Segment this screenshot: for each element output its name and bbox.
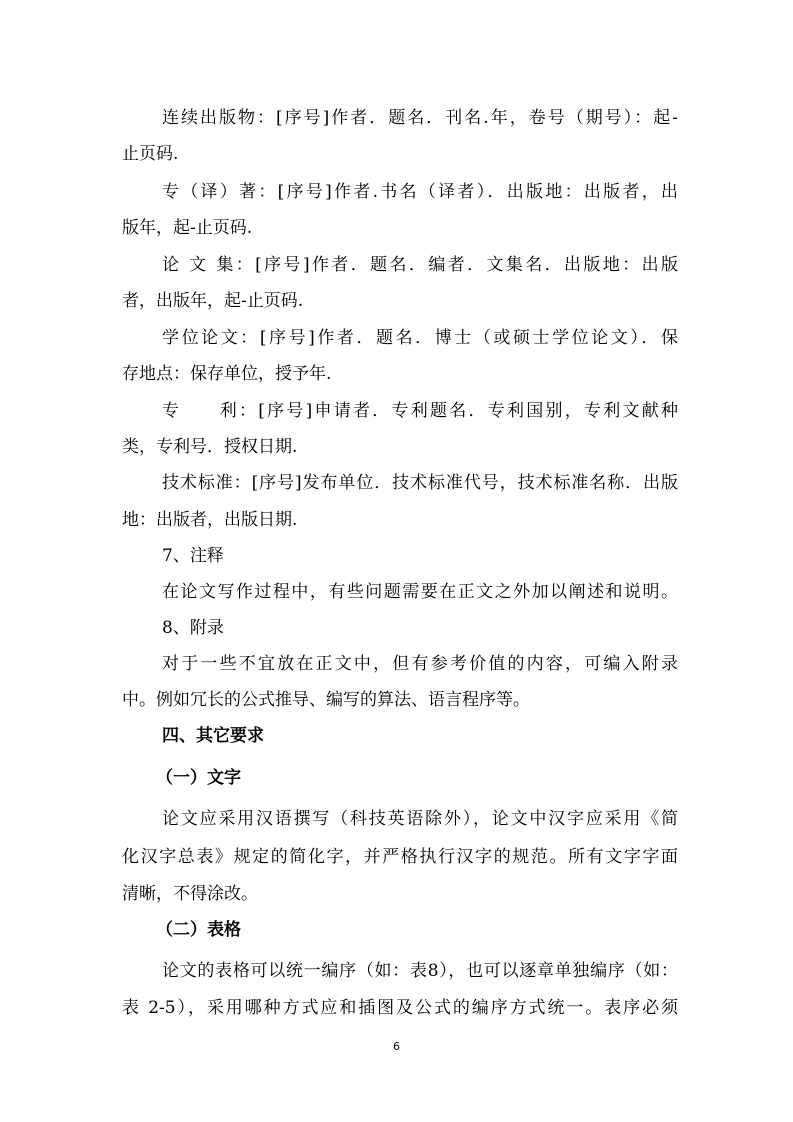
text-line-thesis: 学位论文：[序号]作者．题名．博士（或硕士学位论文）．保 — [162, 328, 678, 348]
paragraph-tables: 论文的表格可以统一编序（如：表8），也可以逐章单独编序（如： — [162, 961, 678, 981]
text-line-patent: 专 利：[序号]申请者．专利题名．专利国别，专利文献种 — [162, 401, 678, 421]
page-number: 6 — [393, 1040, 400, 1053]
text-line: 化汉字总表》规定的简化字，并严格执行汉字的规范。所有文字字面 — [122, 847, 678, 867]
text-line: 中。例如冗长的公式推导、编写的算法、语言程序等。 — [122, 690, 530, 710]
text-line: 者，出版年，起-止页码. — [122, 291, 304, 311]
paragraph-appendix: 对于一些不宜放在正文中，但有参考价值的内容，可编入附录 — [162, 654, 678, 674]
text-line-serial-publication: 连续出版物：[序号]作者．题名．刊名.年，卷号（期号）：起- — [162, 108, 678, 128]
text-line: 存地点：保存单位，授予年. — [122, 364, 332, 384]
paragraph-text: 论文应采用汉语撰写（科技英语除外），论文中汉字应采用《简 — [162, 809, 678, 829]
sub-heading-tables: （二）表格 — [156, 920, 241, 940]
text-line: 表 2-5），采用哪种方式应和插图及公式的编序方式统一。表序必须 — [122, 998, 678, 1018]
paragraph-notes: 在论文写作过程中，有些问题需要在正文之外加以阐述和说明。 — [162, 582, 678, 602]
text-line: 清晰，不得涂改。 — [122, 884, 258, 904]
chapter-heading-other-requirements: 四、其它要求 — [162, 726, 264, 746]
text-line: 版年，起-止页码. — [122, 218, 253, 238]
text-line: 类，专利号．授权日期. — [122, 437, 298, 457]
text-line-proceedings: 论 文 集：[序号]作者．题名．编者．文集名．出版地：出版 — [162, 255, 678, 275]
section-heading-appendix: 8、附录 — [162, 618, 224, 638]
text-line-monograph: 专（译）著：[序号]作者.书名（译者）．出版地：出版者，出 — [162, 182, 678, 202]
text-line: 止页码. — [122, 144, 179, 164]
text-line-standard: 技术标准：[序号]发布单位．技术标准代号，技术标准名称．出版 — [162, 473, 678, 493]
section-heading-notes: 7、注释 — [162, 546, 224, 566]
text-line: 地：出版者，出版日期. — [122, 510, 298, 530]
sub-heading-text: （一）文字 — [156, 768, 241, 788]
